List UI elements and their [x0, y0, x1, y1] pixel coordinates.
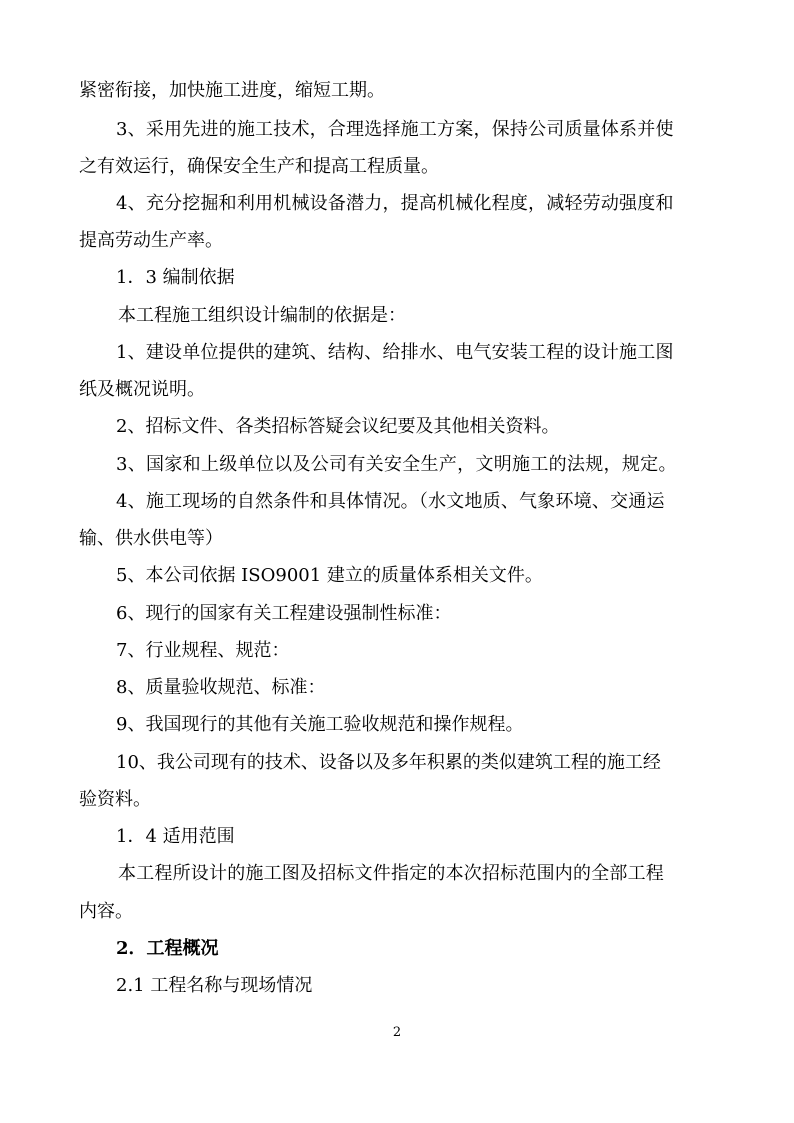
text-line: 纸及概况说明。: [79, 379, 205, 400]
text-line: 10、我公司现有的技术、设备以及多年积累的类似建筑工程的施工经: [116, 752, 661, 773]
text-line: 1、建设单位提供的建筑、结构、给排水、电气安装工程的设计施工图: [116, 342, 674, 363]
text-line: 8、质量验收规范、标准：: [116, 677, 326, 698]
text-line: 4、施工现场的自然条件和具体情况。（水文地质、气象环境、交通运: [116, 491, 665, 512]
text-line: 紧密衔接，加快施工进度，缩短工期。: [79, 80, 385, 101]
text-line: 3、采用先进的施工技术，合理选择施工方案，保持公司质量体系并使: [116, 119, 674, 140]
section-heading: 1．3 编制依据: [116, 267, 235, 288]
subsection-heading: 2.1 工程名称与现场情况: [116, 975, 313, 996]
text-line: 本工程所设计的施工图及招标文件指定的本次招标范围内的全部工程: [118, 863, 664, 884]
text-line: 本工程施工组织设计编制的依据是：: [118, 305, 406, 326]
text-line: 9、我国现行的其他有关施工验收规范和操作规程。: [116, 714, 524, 735]
text-line: 7、行业规程、规范：: [116, 640, 290, 661]
text-line: 3、国家和上级单位以及公司有关安全生产，文明施工的法规，规定。: [116, 454, 677, 475]
text-line: 6、现行的国家有关工程建设强制性标准：: [116, 603, 452, 624]
text-line: 输、供水供电等）: [79, 528, 223, 549]
text-line: 验资料。: [79, 789, 151, 810]
text-line: 2、招标文件、各类招标答疑会议纪要及其他相关资料。: [116, 416, 560, 437]
text-line: 内容。: [79, 901, 133, 922]
text-line: 4、充分挖掘和利用机械设备潜力，提高机械化程度，减轻劳动强度和: [116, 193, 674, 214]
page-number: 2: [392, 1025, 402, 1040]
section-heading: 1．4 适用范围: [116, 826, 235, 847]
chapter-heading: 2．工程概况: [116, 938, 219, 959]
text-line: 提高劳动生产率。: [79, 230, 223, 251]
text-line: 5、本公司依据 ISO9001 建立的质量体系相关文件。: [116, 565, 543, 586]
text-line: 之有效运行，确保安全生产和提高工程质量。: [79, 156, 439, 177]
